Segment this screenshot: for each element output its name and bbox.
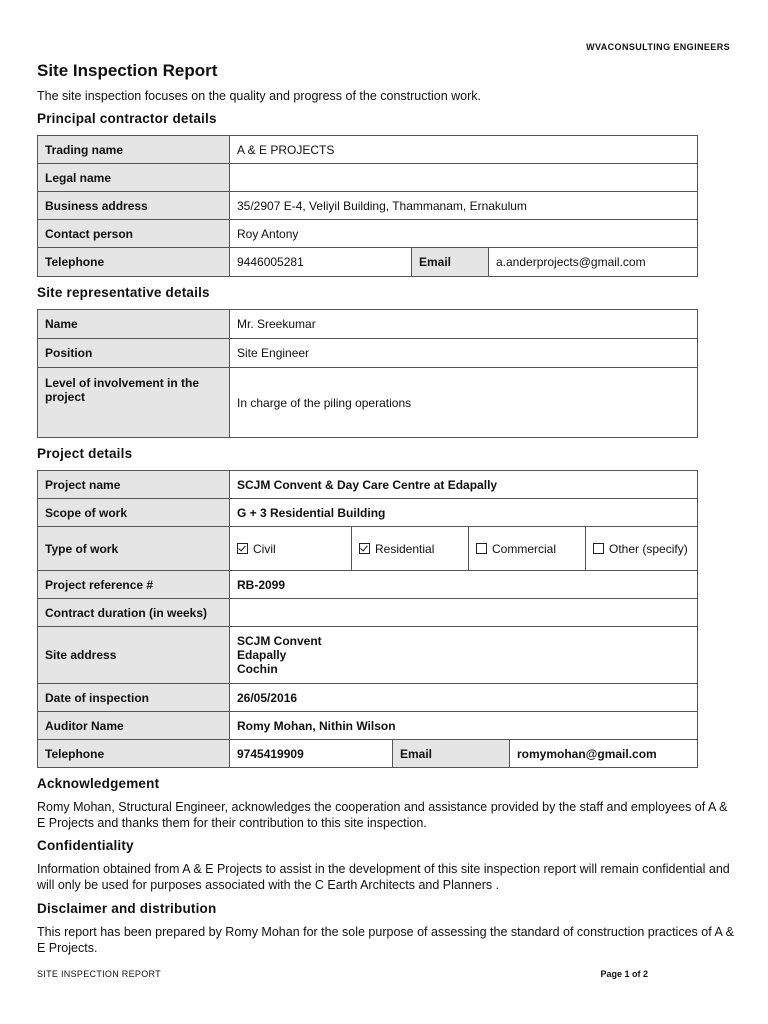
table-row: [38, 310, 698, 339]
site-address-line: SCJM Convent: [237, 634, 322, 648]
email-value: a.anderprojects@gmail.com: [489, 248, 698, 277]
inspection-date-value: 26/05/2016: [230, 684, 698, 712]
site-address-label: Site address: [38, 627, 230, 684]
position-label: Position: [38, 339, 230, 368]
checkbox-unchecked-icon[interactable]: [476, 543, 487, 554]
business-address-value: 35/2907 E-4, Veliyil Building, Thammanam, Ernakulum: [230, 192, 698, 220]
company-name: WVACONSULTING ENGINEERS: [586, 42, 730, 52]
confidentiality-text: Information obtained from A & E Projects to assist in the development of this site inspection report will remain confidential and will only be used for purposes associated with the C Earth Architects and Planners .: [37, 862, 730, 892]
table-row: [38, 471, 698, 499]
table-row: [38, 684, 698, 712]
table-row: [38, 220, 698, 248]
project-name-label: Project name: [38, 471, 230, 499]
rep-name-value: Mr. Sreekumar: [230, 310, 698, 339]
site-address-value: [230, 627, 698, 684]
auditor-label: Auditor Name: [38, 712, 230, 740]
duration-value: [230, 599, 698, 627]
table-row: [38, 599, 698, 627]
acknowledgement-heading: Acknowledgement: [37, 776, 160, 791]
reference-label: Project reference #: [38, 571, 230, 599]
reference-value: RB-2099: [230, 571, 698, 599]
table-row: [38, 192, 698, 220]
position-value: Site Engineer: [230, 339, 698, 368]
email-label: Email: [412, 248, 489, 277]
site-address-line: Cochin: [237, 662, 278, 676]
site-address-line: Edapally: [237, 648, 287, 662]
business-address-label: Business address: [38, 192, 230, 220]
project-table: [37, 470, 698, 768]
principal-table: [37, 135, 698, 277]
project-email-value: romymohan@gmail.com: [510, 740, 698, 768]
disclaimer-text: This report has been prepared by Romy Mohan for the sole purpose of assessing the standard of construction practices of A & E Projects.: [37, 925, 734, 955]
project-telephone-label: Telephone: [38, 740, 230, 768]
rep-name-label: Name: [38, 310, 230, 339]
table-row: [38, 136, 698, 164]
type-residential-label: Residential: [375, 541, 435, 556]
auditor-value: Romy Mohan, Nithin Wilson: [230, 712, 698, 740]
scope-value: G + 3 Residential Building: [230, 499, 698, 527]
contact-person-value: Roy Antony: [230, 220, 698, 248]
footer-title: SITE INSPECTION REPORT: [37, 969, 161, 979]
page-number: Page 1 of 2: [600, 969, 648, 979]
trading-name-value: A & E PROJECTS: [230, 136, 698, 164]
project-telephone-value: 9745419909: [230, 740, 393, 768]
principal-heading: Principal contractor details: [37, 111, 217, 126]
disclaimer-heading: Disclaimer and distribution: [37, 901, 217, 916]
duration-label: Contract duration (in weeks): [38, 599, 230, 627]
table-row: [38, 571, 698, 599]
type-other[interactable]: [586, 527, 698, 571]
project-name-value: SCJM Convent & Day Care Centre at Edapally: [230, 471, 698, 499]
table-row: [38, 248, 698, 277]
scope-label: Scope of work: [38, 499, 230, 527]
involvement-value: In charge of the piling operations: [230, 368, 698, 438]
telephone-label: Telephone: [38, 248, 230, 277]
type-residential[interactable]: [352, 527, 469, 571]
telephone-value: 9446005281: [230, 248, 412, 277]
checkbox-unchecked-icon[interactable]: [593, 543, 604, 554]
acknowledgement-text: Romy Mohan, Structural Engineer, acknowledges the cooperation and assistance provided by the staff and employees of A & E Projects and thanks them for their contribution to this site inspection.: [37, 800, 728, 830]
checkbox-checked-icon[interactable]: [359, 543, 370, 554]
table-row: [38, 527, 698, 571]
contact-person-label: Contact person: [38, 220, 230, 248]
type-other-label: Other (specify): [609, 541, 688, 556]
involvement-label: Level of involvement in the project: [38, 368, 230, 438]
representative-table: [37, 309, 698, 438]
type-commercial-label: Commercial: [492, 541, 557, 556]
table-row: [38, 339, 698, 368]
representative-heading: Site representative details: [37, 285, 210, 300]
project-heading: Project details: [37, 446, 133, 461]
table-row: [38, 740, 698, 768]
inspection-date-label: Date of inspection: [38, 684, 230, 712]
type-civil-label: Civil: [253, 541, 276, 556]
project-email-label: Email: [393, 740, 510, 768]
legal-name-label: Legal name: [38, 164, 230, 192]
checkbox-checked-icon[interactable]: [237, 543, 248, 554]
page-title: Site Inspection Report: [37, 61, 218, 80]
intro-text: The site inspection focuses on the quality and progress of the construction work.: [37, 89, 481, 103]
table-row: [38, 712, 698, 740]
table-row: [38, 164, 698, 192]
trading-name-label: Trading name: [38, 136, 230, 164]
table-row: [38, 499, 698, 527]
table-row: [38, 368, 698, 438]
table-row: [38, 627, 698, 684]
type-of-work-label: Type of work: [38, 527, 230, 571]
legal-name-value: [230, 164, 698, 192]
confidentiality-heading: Confidentiality: [37, 838, 134, 853]
type-commercial[interactable]: [469, 527, 586, 571]
type-civil[interactable]: [230, 527, 352, 571]
